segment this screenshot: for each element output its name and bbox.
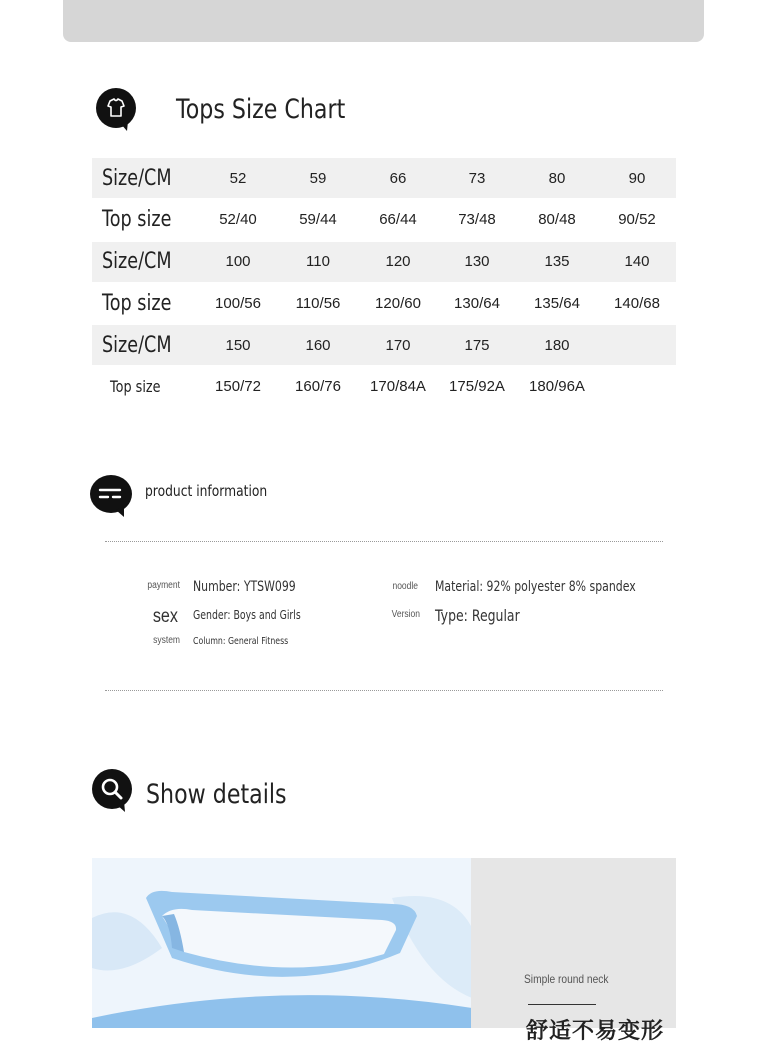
table-row: [92, 282, 676, 326]
magnifier-bubble-icon: [91, 769, 135, 813]
table-cell: 175/92A: [449, 378, 505, 396]
table-row: [92, 158, 676, 198]
row-label: Top size: [102, 290, 172, 316]
row-label: Size/CM: [102, 165, 172, 191]
detail-caption: Simple round neck: [524, 972, 609, 986]
table-cell: 59/44: [299, 211, 337, 229]
shirt-collar-photo: [92, 858, 472, 1028]
info-column: Column: General Fitness: [193, 636, 289, 647]
table-cell: 73: [468, 169, 486, 187]
table-cell: 170: [385, 336, 411, 354]
table-row: [92, 325, 676, 365]
info-key-version: Version: [391, 609, 420, 620]
table-row: [92, 365, 676, 409]
table-cell: 150: [225, 336, 251, 354]
table-cell: 120/60: [375, 294, 421, 312]
table-cell: 73/48: [458, 211, 496, 229]
table-cell: 180/96A: [529, 378, 585, 396]
info-key-system: system: [153, 635, 180, 646]
show-details-title: Show details: [146, 779, 287, 810]
detail-underline: [528, 1004, 596, 1005]
table-cell: 100: [225, 253, 251, 271]
table-cell: 135/64: [534, 294, 580, 312]
size-chart-table: [92, 158, 676, 409]
top-banner-bar: [63, 0, 704, 42]
table-cell: 59: [309, 169, 327, 187]
table-row: [92, 242, 676, 282]
table-cell: 110/56: [295, 294, 341, 312]
tshirt-bubble-icon: [95, 88, 139, 132]
row-label: Size/CM: [102, 332, 172, 358]
chat-lines-bubble-icon: [90, 474, 134, 518]
info-number: Number: YTSW099: [193, 579, 296, 595]
detail-headline: 舒适不易变形: [526, 1018, 665, 1043]
table-cell: 175: [464, 336, 490, 354]
row-label: Top size: [102, 207, 172, 233]
info-key-noodle: noodle: [392, 581, 418, 592]
table-cell: 120: [385, 253, 411, 271]
info-key-payment: payment: [147, 580, 180, 591]
table-cell: 135: [544, 253, 570, 271]
table-cell: 150/72: [215, 378, 261, 396]
info-type: Type: Regular: [435, 606, 520, 625]
table-cell: 160/76: [295, 378, 341, 396]
table-cell: 160: [305, 336, 331, 354]
divider: [105, 541, 663, 542]
product-info-title: product information: [145, 482, 268, 500]
table-cell: 90: [628, 169, 646, 187]
info-key-sex: sex: [152, 606, 178, 627]
table-cell: 140: [624, 253, 650, 271]
size-chart-title: Tops Size Chart: [176, 94, 346, 125]
table-cell: 52: [229, 169, 247, 187]
table-cell: 80: [548, 169, 566, 187]
table-cell: 130: [464, 253, 490, 271]
table-cell: 110: [306, 253, 330, 271]
detail-feature-panel: [471, 858, 676, 1043]
info-gender: Gender: Boys and Girls: [193, 608, 301, 622]
table-cell: 140/68: [614, 294, 660, 312]
table-cell: 90/52: [618, 211, 656, 229]
info-material: Material: 92% polyester 8% spandex: [435, 579, 636, 595]
table-cell: 130/64: [454, 294, 500, 312]
row-label: Top size: [110, 377, 161, 397]
table-row: [92, 198, 676, 242]
table-cell: 66/44: [379, 211, 417, 229]
row-label: Size/CM: [102, 249, 172, 275]
table-cell: 52/40: [219, 211, 257, 229]
table-cell: 170/84A: [370, 378, 426, 396]
table-cell: 180: [544, 336, 570, 354]
table-cell: 80/48: [538, 211, 576, 229]
table-cell: 66: [389, 169, 407, 187]
table-cell: 100/56: [215, 294, 261, 312]
divider: [105, 690, 663, 691]
